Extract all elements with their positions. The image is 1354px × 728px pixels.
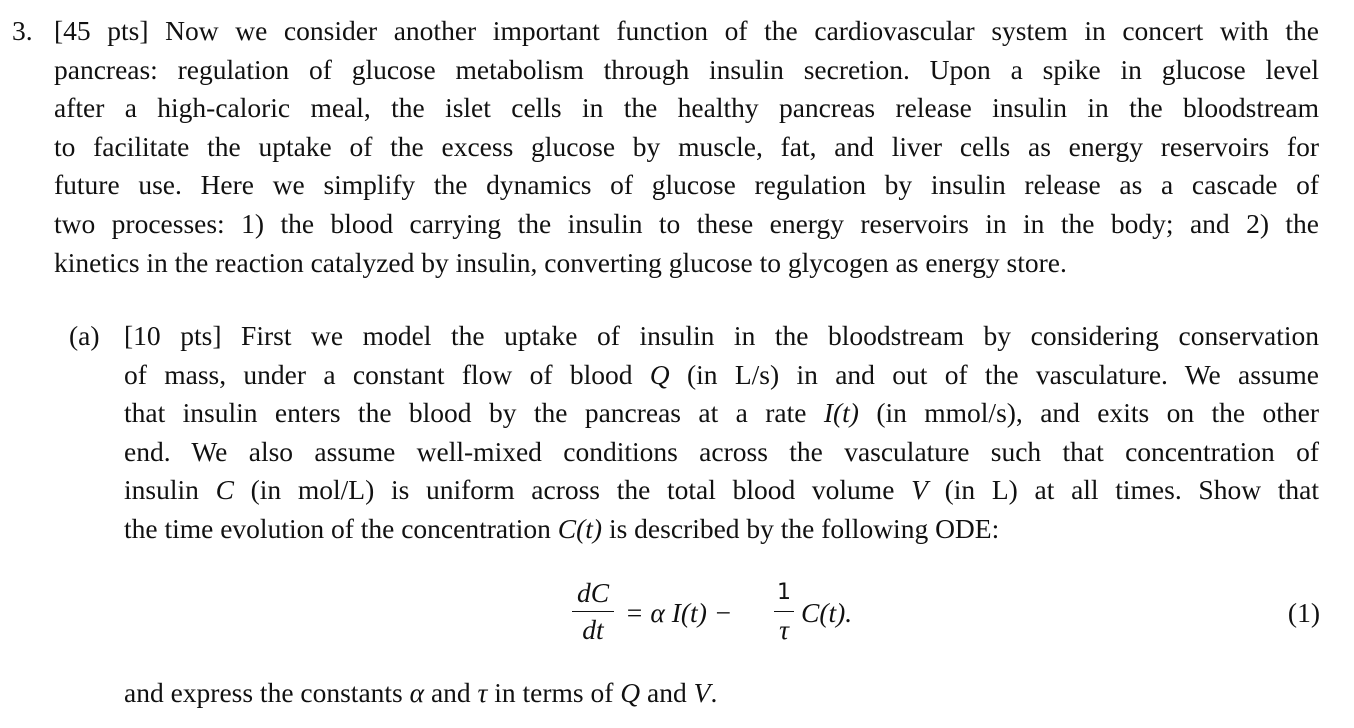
math-symbol: Q (620, 677, 641, 708)
problem-line: after a high-caloric meal, the islet cells in the healthy pancreas release insulin in the bloodstream (54, 92, 1319, 124)
problem-line: [45 pts] Now we consider another important function of the cardiovascular system in concert with the (54, 15, 1319, 46)
part-a-line: that insulin enters the blood by the pancreas at a rate I(t) (in mmol/s), and exits on the other (124, 397, 1319, 429)
problem-line: to facilitate the uptake of the excess glucose by muscle, fat, and liver cells as energy reservoirs for (54, 130, 1319, 162)
math-symbol: C (215, 474, 234, 506)
ode-equation (0, 574, 1354, 654)
math-symbol: τ (477, 677, 488, 708)
part-a-line: [10 pts] First we model the uptake of insulin in the bloodstream by considering conservation (124, 320, 1319, 351)
part-a-line: the time evolution of the concentration C(t) is described by the following ODE: (124, 512, 1000, 544)
problem-line: kinetics in the reaction catalyzed by insulin, converting glucose to glycogen as energy store. (54, 246, 1067, 278)
tau-numerator: 1 (777, 580, 791, 605)
math-symbol: V (693, 677, 711, 708)
problem-line: future use. Here we simplify the dynamics of glucose regulation by insulin release as a cascade of (54, 169, 1319, 201)
derivative-numerator: dC (576, 577, 610, 608)
fraction-bar (774, 611, 794, 612)
problem-number: 3. (12, 15, 33, 46)
part-a-label: (a) (69, 320, 100, 351)
problem-line: pancreas: regulation of glucose metabolism through insulin secretion. Upon a spike in glucose level (54, 53, 1319, 85)
math-symbol: C(t) (557, 512, 603, 544)
part-a-line: of mass, under a constant flow of blood Q (in L/s) in and out of the vasculature. We assume (124, 358, 1320, 390)
part-a-paragraph (69, 317, 1320, 549)
part-a-line: end. We also assume well-mixed conditions across the vasculature such that concentration of (124, 435, 1319, 467)
fraction-bar (572, 611, 614, 612)
math-symbol: I(t) (823, 397, 859, 429)
part-a-line: insulin C (in mol/L) is uniform across the total blood volume V (in L) at all times. Show that (124, 474, 1320, 506)
tau-denominator: τ (779, 614, 789, 645)
tau-fraction (774, 578, 794, 645)
problem-line: two processes: 1) the blood carrying the insulin to these energy reservoirs in in the body; and 2) the (54, 207, 1319, 239)
problem-3-paragraph (12, 12, 1319, 282)
equation-right: C(t). (801, 597, 853, 628)
derivative-fraction (572, 578, 614, 645)
equation-number: (1) (1287, 597, 1320, 628)
equation-middle: = α I(t) − (625, 597, 733, 628)
derivative-denominator: dt (582, 614, 604, 645)
closing-sentence: and express the constants α and τ in terms of Q and V. (124, 677, 718, 708)
math-symbol: V (911, 474, 928, 506)
math-symbol: α (409, 677, 425, 708)
math-symbol: Q (649, 358, 670, 390)
